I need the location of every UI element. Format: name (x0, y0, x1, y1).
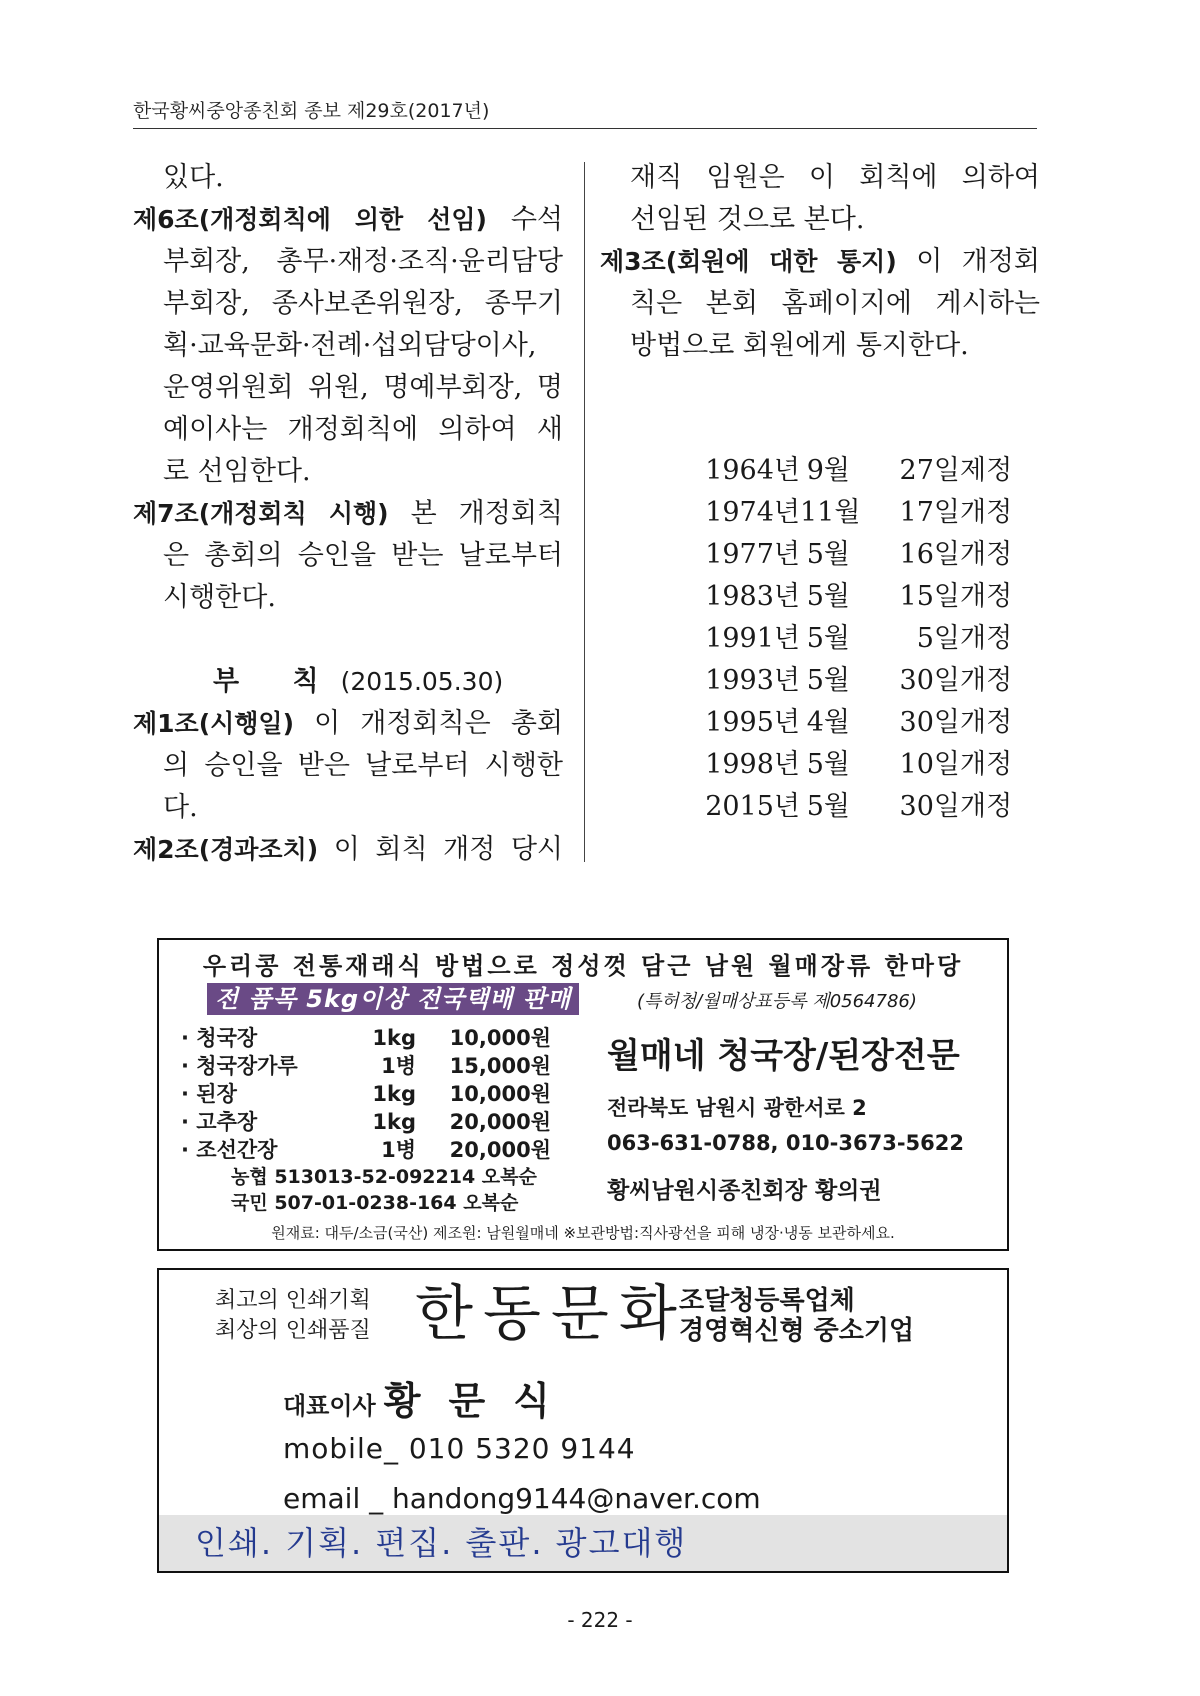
ceo-line: 대표이사 황문식 (283, 1379, 578, 1423)
shop-owner: 황씨남원시종친회장 황의권 (607, 1178, 882, 1204)
ceo-name: 황문식 (383, 1379, 578, 1423)
history-row: 2015년 5월 30일 개정 (705, 791, 1013, 822)
company-name: 한동문화 (415, 1279, 687, 1349)
product-row: · 청국장 1kg 10,000원 (181, 1026, 551, 1050)
shop-phone: 063-631-0788, 010-3673-5622 (607, 1131, 964, 1155)
article-6-first-line: 제6조(개정회칙에 의한 선임) 수석 (133, 204, 563, 235)
history-row: 1977년 5월 16일 개정 (705, 539, 1013, 570)
addenda-article-1: 제1조(시행일) 이 개정회칙은 총회 의 승인을 받은 날로부터 시행한 다. (133, 708, 563, 823)
article-7-first-line: 제7조(개정회칙 시행) 본 개정회칙 (133, 498, 563, 529)
article-7-heading: 제7조(개정회칙 시행) (133, 499, 389, 528)
bank-account: 국민 507-01-0238-164 오복순 (231, 1192, 519, 1214)
product-row: · 고추장 1kg 20,000원 (181, 1110, 551, 1134)
bank-account: 농협 513013-52-092214 오복순 (231, 1166, 537, 1188)
ad-footer-note: 원재료: 대두/소금(국산) 제조원: 남원월매네 ※보관방법:직사광선을 피해 냉장·냉동 보관하세요. (271, 1224, 895, 1242)
product-row: · 된장 1kg 10,000원 (181, 1082, 551, 1106)
ad-trademark-note: (특허청/월매상표등록 제0564786) (637, 991, 917, 1012)
paragraph-continuation: 있다. (163, 162, 224, 193)
right-column: 재직 임원은 이 회칙에 의하여 선임된 것으로 본다. 제3조(회원에 대한 통지) 이 개정회 칙은 본회 홈페이지에 게시하는 방법으로 회원에게 통지한다. (600, 157, 1040, 367)
product-row: · 청국장가루 1병 15,000원 (181, 1054, 551, 1078)
addenda-article-2: 제2조(경과조치) 이 회칙 개정 당시 (133, 834, 563, 865)
shop-address: 전라북도 남원시 광한서로 2 (607, 1096, 867, 1120)
ad-delivery-banner: 전 품목 5kg이상 전국택배 판매 (207, 983, 579, 1015)
amendment-history (700, 450, 1040, 828)
article-7: 제7조(개정회칙 시행) 본 개정회칙 은 총회의 승인을 받는 날로부터 시행한다. (133, 493, 563, 619)
addenda-article-2-heading: 제2조(경과조치) (133, 835, 319, 864)
history-row: 1995년 4월 30일 개정 (705, 707, 1013, 738)
history-row: 1974년 11월 17일 개정 (705, 497, 1013, 528)
page-number: - 222 - (567, 1608, 633, 1632)
addenda-article-3: 제3조(회원에 대한 통지) 이 개정회 칙은 본회 홈페이지에 게시하는 방법으로 회원에게 통지한다. (600, 246, 1040, 361)
article-6: 제6조(개정회칙에 의한 선임) 수석 부회장, 총무·재정·조직·윤리담당 부회장, 종사보존위원장, 종무기 획·교육문화·전례·섭외담당이사, 운영위원회 위원, 명예부회장, 명 예이사는 개정회칙에 의하여 새 로 선임한다. (133, 199, 563, 493)
history-row: 1993년 5월 30일 개정 (705, 665, 1013, 696)
advertisement-handong (157, 1268, 1009, 1573)
article-6-heading: 제6조(개정회칙에 의한 선임) (133, 205, 487, 234)
history-row: 1964년 9월 27일 제정 (705, 455, 1013, 486)
header-rule (133, 128, 1037, 129)
column-divider (584, 162, 585, 862)
addenda-article-3-heading: 제3조(회원에 대한 통지) (600, 247, 897, 276)
addenda-heading: 부 칙(2015.05.30) (213, 666, 504, 697)
history-row: 1991년 5월 5일 개정 (705, 623, 1013, 654)
addenda-article-1-heading: 제1조(시행일) (133, 709, 294, 738)
product-price-list (181, 1024, 551, 1216)
history-row: 1998년 5월 10일 개정 (705, 749, 1013, 780)
shop-name: 월매네 청국장/된장전문 (607, 1036, 960, 1076)
ad-title: 우리콩 전통재래식 방법으로 정성껏 담근 남원 월매장류 한마당 (202, 952, 964, 980)
mobile-number: mobile_ 010 5320 9144 (283, 1432, 636, 1465)
company-slogan: 최고의 인쇄기획 최상의 인쇄품질 (215, 1288, 371, 1343)
services-banner: 인쇄. 기획. 편집. 출판. 광고대행 (159, 1515, 1007, 1571)
history-row: 1983년 5월 15일 개정 (705, 581, 1013, 612)
email-address: email _ handong9144@naver.com (283, 1482, 761, 1515)
company-certifications: 조달청등록업체 경영혁신형 중소기업 (679, 1286, 915, 1346)
left-column (133, 157, 563, 871)
product-row: · 조선간장 1병 20,000원 (181, 1138, 551, 1162)
advertisement-wolmaene (157, 938, 1009, 1251)
running-header: 한국황씨중앙종친회 종보 제29호(2017년) (133, 100, 490, 122)
